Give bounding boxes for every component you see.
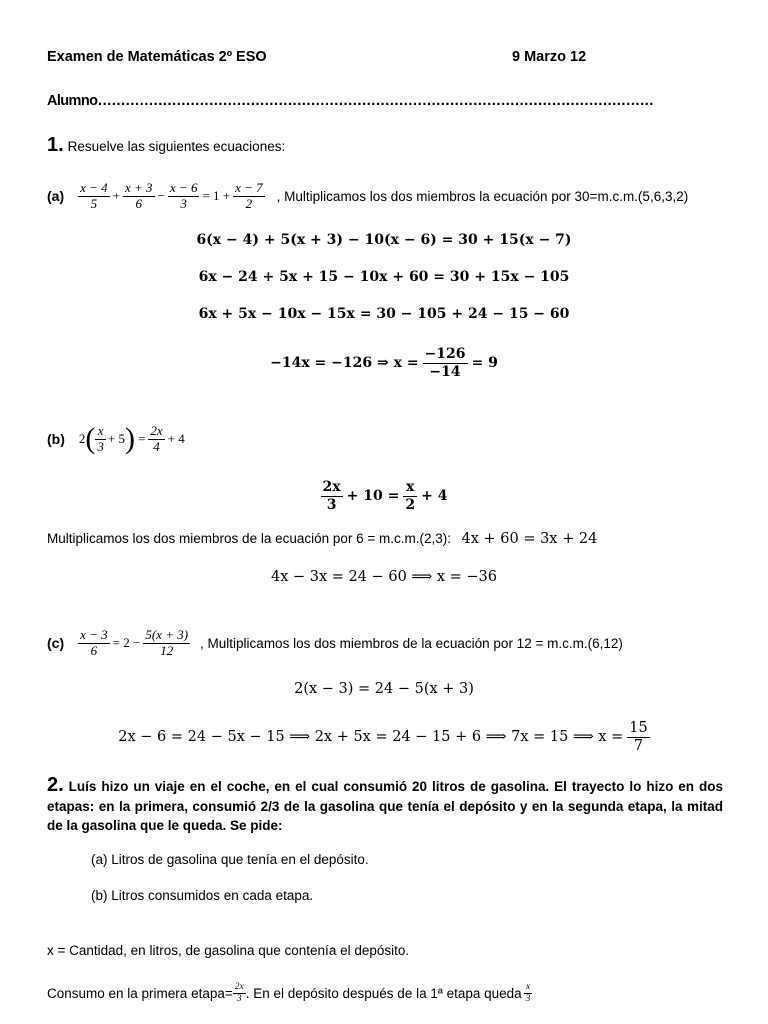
- equation-a-step-3: 6x + 5x − 10x − 15x = 30 − 105 + 24 − 15 − 60: [198, 306, 570, 322]
- fraction: $\frac{-126}{-14}$: [424, 346, 466, 380]
- student-name-line: Alumno…………………………………………………………………………………………………………: [47, 93, 654, 109]
- question-2-text: Luís hizo un viaje en el coche, en el cual consumió 20 litros de gasolina. El trayecto lo hizo en dos etapas: en la primera, consumió 2/3 de la gasolina que tenía el depósito y en la segunda etapa, la mitad de la gasolina que le queda. Se pide:: [47, 779, 723, 833]
- equation-b-simplified: $\frac{2x}{3}$ + 10 = $\frac{x}{2}$ + 4: [322, 479, 448, 513]
- fraction: $\frac{x - 4}{5}$: [80, 179, 108, 211]
- fraction: $\frac{x - 3}{6}$: [80, 626, 108, 658]
- fraction: $\frac{5(x + 3)}{12}$: [145, 626, 189, 658]
- exam-date: 9 Marzo 12: [512, 49, 587, 65]
- item-a-comment: , Multiplicamos los dos miembros la ecuación por 30=m.c.m.(5,6,3,2): [276, 188, 689, 204]
- equation-a-step-1: 6(x − 4) + 5(x + 3) − 10(x − 6) = 30 + 15(x − 7): [196, 232, 572, 248]
- question-2-number: 2.: [47, 774, 64, 796]
- fraction: $\frac{x - 6}{3}$: [169, 179, 198, 211]
- fraction: $\frac{15}{7}$: [629, 719, 648, 754]
- equation-c: (c) $\frac{x - 3}{6}$ = 2 − $\frac{5(x + 3)}{12}$ , Multiplicamos los dos miembros de la ecuación por 12 = m.c.m.(6,12): [47, 626, 623, 658]
- question-2-statement: [47, 776, 723, 836]
- question-1-prompt: Resuelve las siguientes ecuaciones:: [67, 139, 286, 154]
- equation-a: (a) $\frac{x - 4}{5}$ + $\frac{x + 3}{6}$ − $\frac{x - 6}{3}$ = 1 + $\frac{x - 7}{2}$ , Multiplicamos los dos miembros la ecuación por 30=m.c.m.(5,6,3,2): [47, 179, 689, 211]
- item-b-label: (b): [47, 431, 65, 447]
- fraction: $\frac{2x}{3}$: [322, 479, 341, 513]
- fraction: $\frac{x - 7}{2}$: [235, 179, 263, 211]
- equation-a-result: −14x = −126 ⇒ x = $\frac{-126}{-14}$ = 9: [270, 346, 498, 380]
- fraction: $\frac{x}{3}$: [525, 981, 531, 1004]
- item-b-comment: Multiplicamos los dos miembros de la ecuación por 6 = m.c.m.(2,3):: [47, 531, 452, 546]
- equation-c-step: 2(x − 3) = 24 − 5(x + 3): [294, 681, 474, 697]
- fraction: $\frac{x}{2}$: [405, 479, 416, 513]
- equation-b-result: 4x − 3x = 24 − 60 ⟹ x = −36: [271, 569, 497, 585]
- question-2-consumption: Consumo en la primera etapa= $\frac{2x}{3}$ . En el depósito después de la 1ª etapa queda $\frac{x}{3}$: [47, 981, 531, 1004]
- equation-c-result: 2x − 6 = 24 − 5x − 15 ⟹ 2x + 5x = 24 − 15 + 6 ⟹ 7x = 15 ⟹ x = $\frac{15}{7}$: [118, 719, 648, 754]
- question-2-item-a: (a) Litros de gasolina que tenía en el depósito.: [91, 852, 369, 867]
- question-2-definition: x = Cantidad, en litros, de gasolina que contenía el depósito.: [47, 943, 410, 958]
- fraction: $\frac{x}{3}$: [97, 422, 104, 454]
- exam-title: Examen de Matemáticas 2º ESO: [47, 49, 267, 65]
- equation-b: (b) 2 ( $\frac{x}{3}$ + 5 ) = $\frac{2x}{4}$ + 4: [47, 422, 185, 455]
- item-c-comment: , Multiplicamos los dos miembros de la ecuación por 12 = m.c.m.(6,12): [200, 635, 623, 651]
- question-2-item-b: (b) Litros consumidos en cada etapa.: [91, 888, 314, 903]
- item-c-label: (c): [47, 635, 65, 651]
- fraction: $\frac{2x}{3}$: [234, 981, 244, 1004]
- question-1-heading: [47, 134, 285, 157]
- fraction: $\frac{x + 3}{6}$: [125, 179, 153, 211]
- item-a-label: (a): [47, 188, 65, 204]
- fraction: $\frac{2x}{4}$: [150, 422, 163, 454]
- equation-b-comment-line: [47, 530, 597, 548]
- item-b-comment-equation: 4x + 60 = 3x + 24: [461, 531, 598, 547]
- question-1-number: 1.: [47, 134, 64, 156]
- equation-a-step-2: 6x − 24 + 5x + 15 − 10x + 60 = 30 + 15x − 105: [198, 269, 570, 285]
